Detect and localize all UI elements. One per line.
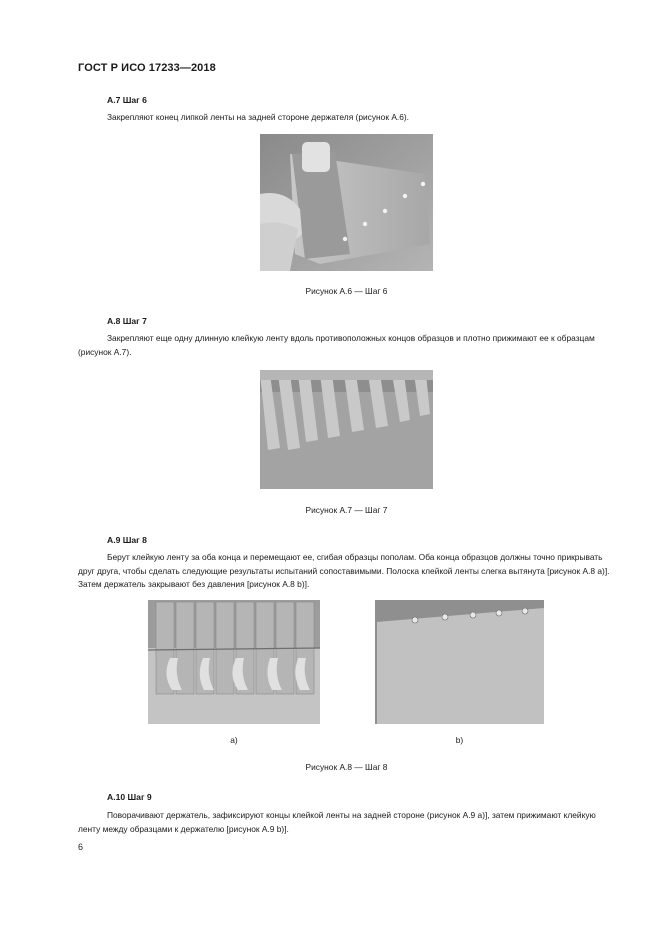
figure-a8a-label: а) — [230, 735, 238, 745]
figure-a8b-photo — [375, 600, 544, 724]
section-heading-a9: А.9 Шаг 8 — [107, 535, 147, 545]
figure-a7-photo — [260, 370, 433, 489]
figure-a8b-label: b) — [455, 735, 464, 745]
section-text-a10: Поворачивают держатель, зафиксируют концы клейкой ленты на задней стороне (рисунок А.9 а)], затем прижимают клейкую ленту между образцами к держателю [рисунок А.9 b)]. — [78, 810, 596, 834]
page-number: 6 — [78, 842, 84, 852]
section-text-a7: Закрепляют конец липкой ленты на задней стороне держателя (рисунок А.6). — [107, 112, 410, 122]
section-heading-a7: А.7 Шаг 6 — [107, 95, 147, 105]
figure-a6-caption: Рисунок А.6 — Шаг 6 — [305, 286, 388, 296]
figure-a8-caption: Рисунок А.8 — Шаг 8 — [305, 762, 388, 772]
figure-a8a-photo — [148, 600, 320, 724]
section-text-a8: Закрепляют еще одну длинную клейкую ленту вдоль противоположных концов образцов и плотно прижимают ее к образцам (рисунок А.7). — [78, 333, 595, 357]
section-heading-a8: А.8 Шаг 7 — [107, 316, 147, 326]
section-heading-a10: А.10 Шаг 9 — [107, 792, 152, 802]
section-text-a9: Берут клейкую ленту за оба конца и перемещают ее, сгибая образцы пополам. Оба конца образцов должны точно прикрывать друг друга, чтобы сделать следующие результаты испытаний сопоставимыми. Полоска клейкой ленты слегка вытянута [рисунок А.8 а)]. Затем держатель закрывают без давления [рисунок А.8 b)]. — [78, 552, 610, 589]
figure-a7-caption: Рисунок А.7 — Шаг 7 — [305, 505, 388, 515]
standard-header: ГОСТ Р ИСО 17233—2018 — [78, 62, 216, 74]
figure-a6-photo — [260, 134, 433, 271]
